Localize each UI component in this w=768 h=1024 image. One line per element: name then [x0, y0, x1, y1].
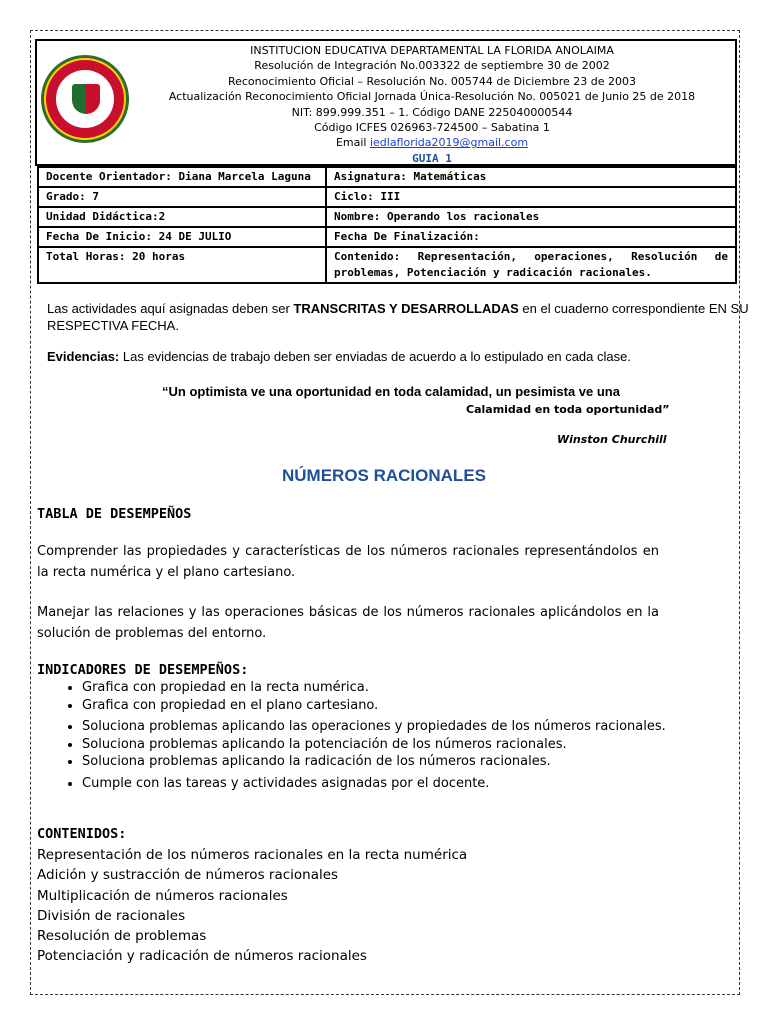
header-line: Reconocimiento Oficial – Resolución No. 005744 de Diciembre 23 de 2003 — [227, 74, 637, 88]
table-row — [38, 187, 736, 207]
tabla-heading: TABLA DE DESEMPEÑOS — [37, 506, 192, 522]
table-row — [38, 227, 736, 247]
evidencias-paragraph: Evidencias: Las evidencias de trabajo deben ser enviadas de acuerdo a lo estipulado en cada clase. — [47, 349, 631, 364]
docente-cell: Docente Orientador: Diana Marcela Laguna — [38, 167, 326, 187]
email-link[interactable]: iedlaflorida2019@gmail.com — [369, 136, 529, 150]
grado-cell: Grado: 7 — [38, 187, 326, 207]
school-logo-icon — [41, 55, 129, 143]
intro-paragraph: Las actividades aquí asignadas deben ser TRANSCRITAS Y DESARROLLADAS en el cuaderno correspondiente EN SU RESPECTIVA FECHA. — [47, 301, 749, 333]
fecha-fin-cell: Fecha De Finalización: — [326, 227, 736, 247]
email-line: Email iedlaflorida2019@gmail.com — [335, 136, 529, 150]
fecha-inicio-cell: Fecha De Inicio: 24 DE JULIO — [38, 227, 326, 247]
desempeno-paragraph-2: Manejar las relaciones y las operaciones básicas de los números racionales aplicándolos en la solución de problemas del entorno. — [37, 605, 659, 641]
list-item: • Soluciona problemas aplicando la potenciación de los números racionales. — [82, 736, 682, 754]
header-line: Resolución de Integración No.003322 de septiembre 30 de 2002 — [254, 59, 610, 73]
list-item: • Cumple con las tareas y actividades asignadas por el docente. — [82, 775, 682, 793]
page-title: NÚMEROS RACIONALES — [281, 466, 486, 485]
list-item: Multiplicación de números racionales — [37, 887, 288, 904]
unidad-cell: Unidad Didáctica:2 — [38, 207, 326, 227]
list-item: Adición y sustracción de números racionales — [37, 867, 339, 884]
ciclo-cell: Ciclo: III — [326, 187, 736, 207]
table-row — [38, 207, 736, 227]
contenido-cell: Contenido: Representación, operaciones, Resolución de problemas, Potenciación y radicación racionales. — [326, 247, 736, 283]
header-line: Actualización Reconocimiento Oficial Jornada Única-Resolución No. 005021 de Junio 25 de 2018 — [168, 90, 696, 104]
indicadores-heading: INDICADORES DE DESEMPEÑOS: — [37, 662, 249, 678]
indicadores-list — [60, 679, 682, 793]
contenidos-list — [37, 845, 467, 967]
list-item: Resolución de problemas — [37, 928, 207, 945]
header-line: Código ICFES 026963-724500 – Sabatina 1 — [314, 121, 550, 135]
list-item: División de racionales — [37, 907, 186, 924]
asignatura-cell: Asignatura: Matemáticas — [326, 167, 736, 187]
quote-line-1: “Un optimista ve una oportunidad en toda calamidad, un pesimista ve una — [162, 384, 620, 399]
table-row — [38, 167, 736, 187]
guia-label: GUIA 1 — [412, 151, 452, 165]
desempeno-paragraph-1: Comprender las propiedades y características de los números racionales representándolos en la recta numérica y el plano cartesiano. — [37, 544, 659, 580]
contenidos-heading: CONTENIDOS: — [37, 826, 127, 842]
header-line: NIT: 899.999.351 – 1. Código DANE 225040000544 — [291, 105, 573, 119]
list-item: • Grafica con propiedad en la recta numérica. — [82, 679, 682, 697]
table-row — [38, 247, 736, 283]
quote-author: Winston Churchill — [557, 433, 667, 446]
list-item: • Soluciona problemas aplicando las operaciones y propiedades de los números racionales. — [82, 718, 682, 736]
horas-cell: Total Horas: 20 horas — [38, 247, 326, 283]
header-text — [127, 43, 737, 166]
institution-header — [35, 39, 737, 166]
list-item: • Grafica con propiedad en el plano cartesiano. — [82, 697, 682, 715]
quote-line-2: Calamidad en toda oportunidad” — [466, 403, 670, 416]
list-item: Representación de los números racionales en la recta numérica — [37, 847, 468, 863]
list-item: • Soluciona problemas aplicando la radicación de los números racionales. — [82, 753, 682, 771]
header-line: INSTITUCION EDUCATIVA DEPARTAMENTAL LA FLORIDA ANOLAIMA — [250, 44, 614, 57]
info-table — [37, 166, 737, 284]
nombre-cell: Nombre: Operando los racionales — [326, 207, 736, 227]
list-item: Potenciación y radicación de números racionales — [37, 948, 367, 965]
